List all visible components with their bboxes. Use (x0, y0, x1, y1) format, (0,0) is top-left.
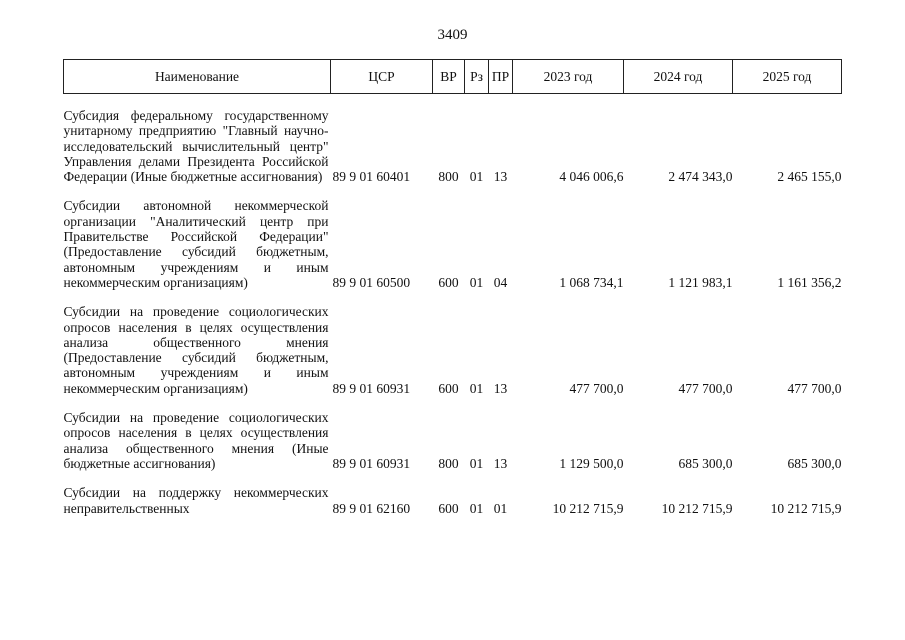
row-2023: 4 046 006,6 (559, 169, 624, 185)
row-2025: 2 465 155,0 (777, 169, 842, 185)
row-name: Субсидии на поддержку некоммерческих неправительственных (63, 485, 329, 516)
row-name: Субсидия федеральному государственному унитарному предприятию "Главный научно-исследовательский вычислительный центр" Управления делами Президента Российской Федерации (Иные бюджетные ассигнования) (63, 108, 329, 185)
header-2023: 2023 год (513, 60, 624, 94)
row-pr: 04 (493, 274, 508, 290)
row-2025: 10 212 715,9 (770, 500, 842, 516)
page-number: 3409 (437, 27, 468, 43)
row-csr: 89 9 01 60401 (332, 169, 411, 185)
row-2024: 1 121 983,1 (668, 274, 733, 290)
header-2025: 2025 год (733, 60, 842, 94)
row-rz: 01 (469, 455, 484, 471)
header-2024: 2024 год (624, 60, 733, 94)
table-row (64, 94, 842, 185)
row-2023: 10 212 715,9 (552, 500, 624, 516)
header-pr: ПР (489, 60, 513, 94)
row-csr: 89 9 01 60931 (332, 455, 411, 471)
header-csr: ЦСР (331, 60, 433, 94)
row-csr: 89 9 01 60500 (332, 274, 411, 290)
row-rz: 01 (469, 380, 484, 396)
row-2023: 477 700,0 (569, 380, 624, 396)
row-pr: 01 (493, 500, 508, 516)
row-name: Субсидии автономной некоммерческой организации "Аналитический центр при Правительстве Российской Федерации" (Предоставление субсидий бюджетным, автономным учреждениям и иным некоммерческим организациям) (63, 198, 329, 290)
row-rz: 01 (469, 274, 484, 290)
row-csr: 89 9 01 60931 (332, 380, 411, 396)
budget-table (63, 59, 842, 516)
header-rz: Рз (465, 60, 489, 94)
row-vr: 600 (438, 274, 459, 290)
row-name: Субсидии на проведение социологических опросов населения в целях осуществления анализа общественного мнения (Иные бюджетные ассигнования) (63, 410, 329, 471)
row-vr: 800 (438, 169, 459, 185)
header-name: Наименование (64, 60, 331, 94)
row-2024: 10 212 715,9 (661, 500, 733, 516)
row-vr: 800 (438, 455, 459, 471)
row-2023: 1 129 500,0 (559, 455, 624, 471)
row-2025: 1 161 356,2 (777, 274, 842, 290)
header-row (64, 60, 842, 94)
row-vr: 600 (438, 500, 459, 516)
table-row (64, 396, 842, 471)
table-row (64, 290, 842, 396)
table-row (64, 471, 842, 516)
row-2024: 685 300,0 (678, 455, 733, 471)
row-pr: 13 (493, 380, 508, 396)
row-pr: 13 (493, 455, 508, 471)
table-row (64, 184, 842, 290)
row-2023: 1 068 734,1 (559, 274, 624, 290)
header-vr: ВР (433, 60, 465, 94)
row-2025: 685 300,0 (787, 455, 842, 471)
row-csr: 89 9 01 62160 (332, 500, 411, 516)
row-2024: 477 700,0 (678, 380, 733, 396)
row-vr: 600 (438, 380, 459, 396)
row-rz: 01 (469, 500, 484, 516)
row-pr: 13 (493, 169, 508, 185)
row-2024: 2 474 343,0 (668, 169, 733, 185)
row-2025: 477 700,0 (787, 380, 842, 396)
row-name: Субсидии на проведение социологических опросов населения в целях осуществления анализа общественного мнения (Предоставление субсидий бюджетным, автономным учреждениям и иным некоммерческим организациям) (63, 304, 329, 396)
row-rz: 01 (469, 169, 484, 185)
